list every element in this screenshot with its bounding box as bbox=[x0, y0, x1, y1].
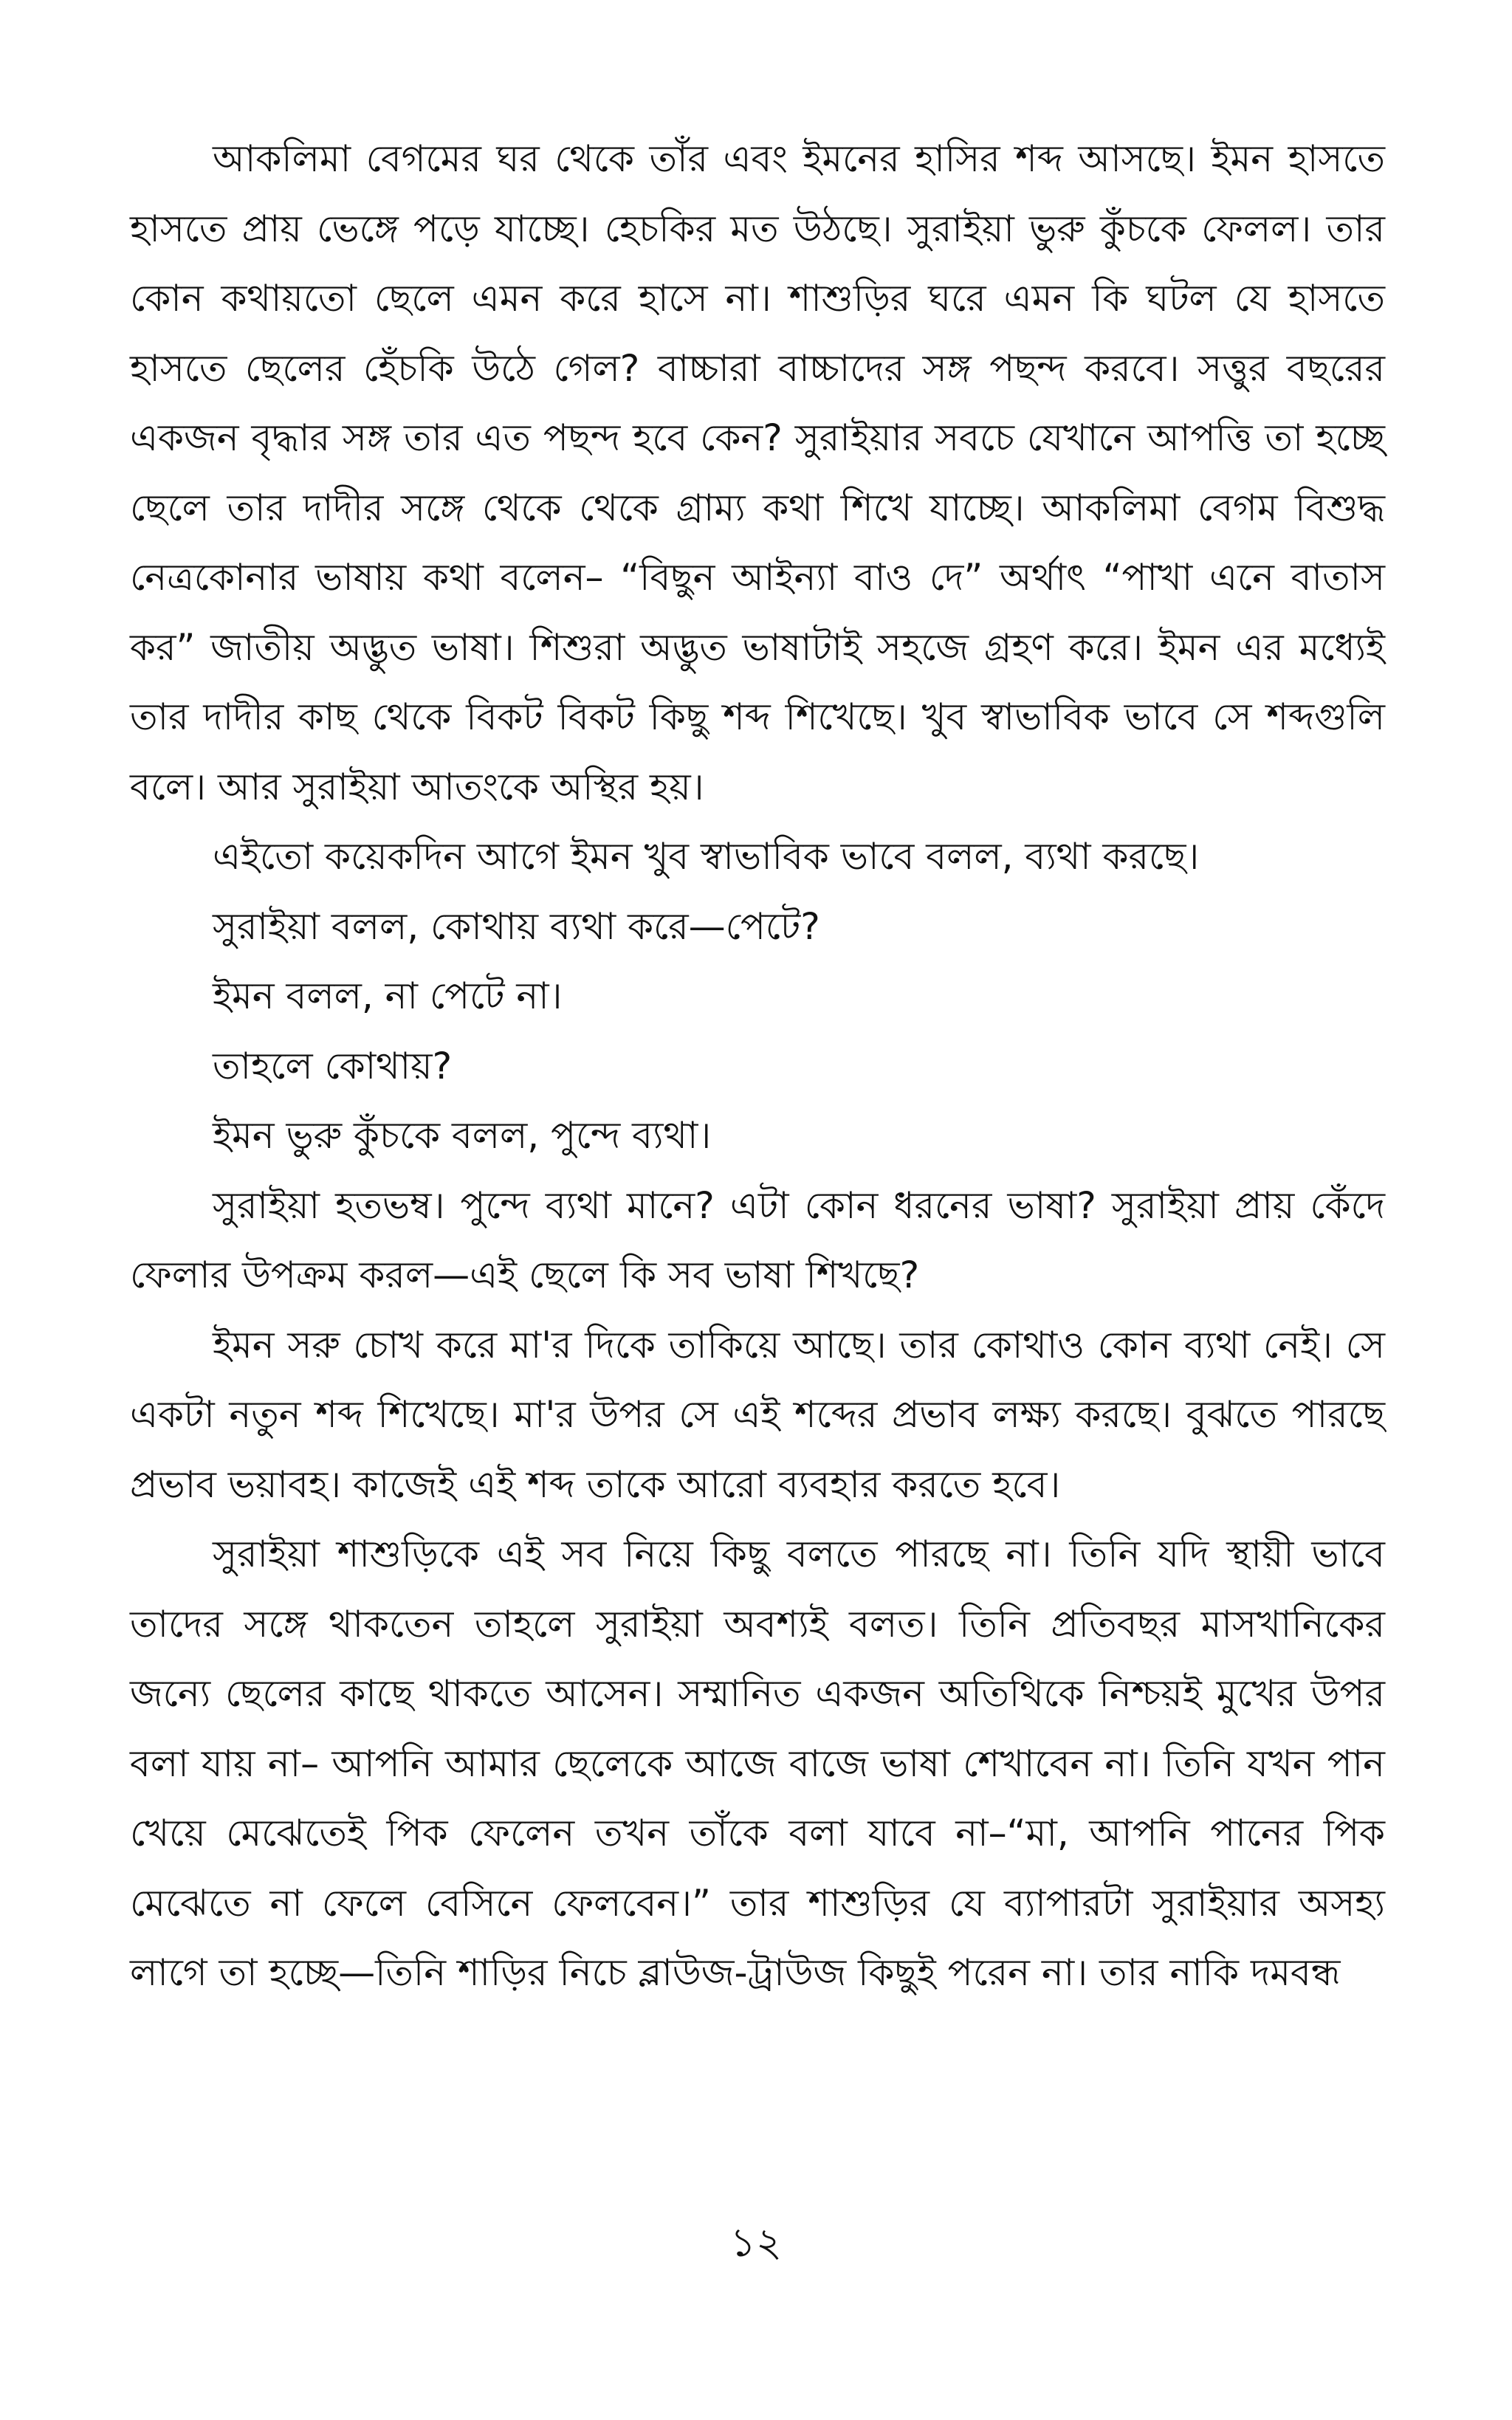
paragraph-8: ইমন সরু চোখ করে মা'র দিকে তাকিয়ে আছে। তার কোথাও কোন ব্যথা নেই। সে একটা নতুন শব্দ শিখেছে। মা'র উপর সে এই শব্দের প্রভাব লক্ষ্য করছে। বুঝতে পারছে প্রভাব ভয়াবহ। কাজেই এই শব্দ তাকে আরো ব্যবহার করতে হবে। bbox=[130, 1323, 1385, 1506]
body-text bbox=[130, 124, 1385, 2008]
paragraph-2: এইতো কয়েকদিন আগে ইমন খুব স্বাভাবিক ভাবে বলল, ব্যথা করছে। bbox=[213, 835, 1200, 878]
paragraph-4: ইমন বলল, না পেটে না। bbox=[213, 974, 563, 1017]
paragraph-1: আকলিমা বেগমের ঘর থেকে তাঁর এবং ইমনের হাসির শব্দ আসছে। ইমন হাসতে হাসতে প্রায় ভেঙ্গে পড়ে যাচ্ছে। হেচকির মত উঠছে। সুরাইয়া ভুরু কুঁচকে ফেলল। তার কোন কথায়তো ছেলে এমন করে হাসে না। শাশুড়ির ঘরে এমন কি ঘটল যে হাসতে হাসতে ছেলের হেঁচকি উঠে গেল? বাচ্চারা বাচ্চাদের সঙ্গ পছন্দ করবে। সত্তুর বছরের একজন বৃদ্ধার সঙ্গ তার এত পছন্দ হবে কেন? সুরাইয়ার সবচে যেখানে আপত্তি তা হচ্ছে ছেলে তার দাদীর সঙ্গে থেকে থেকে গ্রাম্য কথা শিখে যাচ্ছে। আকলিমা বেগম বিশুদ্ধ নেত্রকোনার ভাষায় কথা বলেন– “বিছুন আইন্যা বাও দে” অর্থাৎ “পাখা এনে বাতাস কর” জাতীয় অদ্ভুত ভাষা। শিশুরা অদ্ভুত ভাষাটাই সহজে গ্রহণ করে। ইমন এর মধ্যেই তার দাদীর কাছ থেকে বিকট বিকট কিছু শব্দ শিখেছে। খুব স্বাভাবিক ভাবে সে শব্দগুলি বলে। আর সুরাইয়া আতংকে অস্থির হয়। bbox=[130, 137, 1385, 808]
paragraph-7: সুরাইয়া হতভম্ব। পুন্দে ব্যথা মানে? এটা কোন ধরনের ভাষা? সুরাইয়া প্রায় কেঁদে ফেলার উপক্রম করল—এই ছেলে কি সব ভাষা শিখছে? bbox=[130, 1183, 1385, 1296]
page-number: ১২ bbox=[729, 2219, 783, 2266]
paragraph-6: ইমন ভুরু কুঁচকে বলল, পুন্দে ব্যথা। bbox=[213, 1114, 712, 1157]
paragraph-9: সুরাইয়া শাশুড়িকে এই সব নিয়ে কিছু বলতে পারছে না। তিনি যদি স্থায়ী ভাবে তাদের সঙ্গে থাকতেন তাহলে সুরাইয়া অবশ্যই বলত। তিনি প্রতিবছর মাসখানিকের জন্যে ছেলের কাছে থাকতে আসেন। সম্মানিত একজন অতিথিকে নিশ্চয়ই মুখের উপর বলা যায় না– আপনি আমার ছেলেকে আজে বাজে ভাষা শেখাবেন না। তিনি যখন পান খেয়ে মেঝেতেই পিক ফেলেন তখন তাঁকে বলা যাবে না–“মা, আপনি পানের পিক মেঝেতে না ফেলে বেসিনে ফেলবেন।” তার শাশুড়ির যে ব্যাপারটা সুরাইয়ার অসহ্য লাগে তা হচ্ছে—তিনি শাড়ির নিচে ব্লাউজ-ট্রাউজ কিছুই পরেন না। তার নাকি দমবন্ধ bbox=[130, 1533, 1385, 1994]
paragraph-5: তাহলে কোথায়? bbox=[213, 1044, 453, 1087]
paragraph-3: সুরাইয়া বলল, কোথায় ব্যথা করে—পেটে? bbox=[213, 904, 820, 948]
